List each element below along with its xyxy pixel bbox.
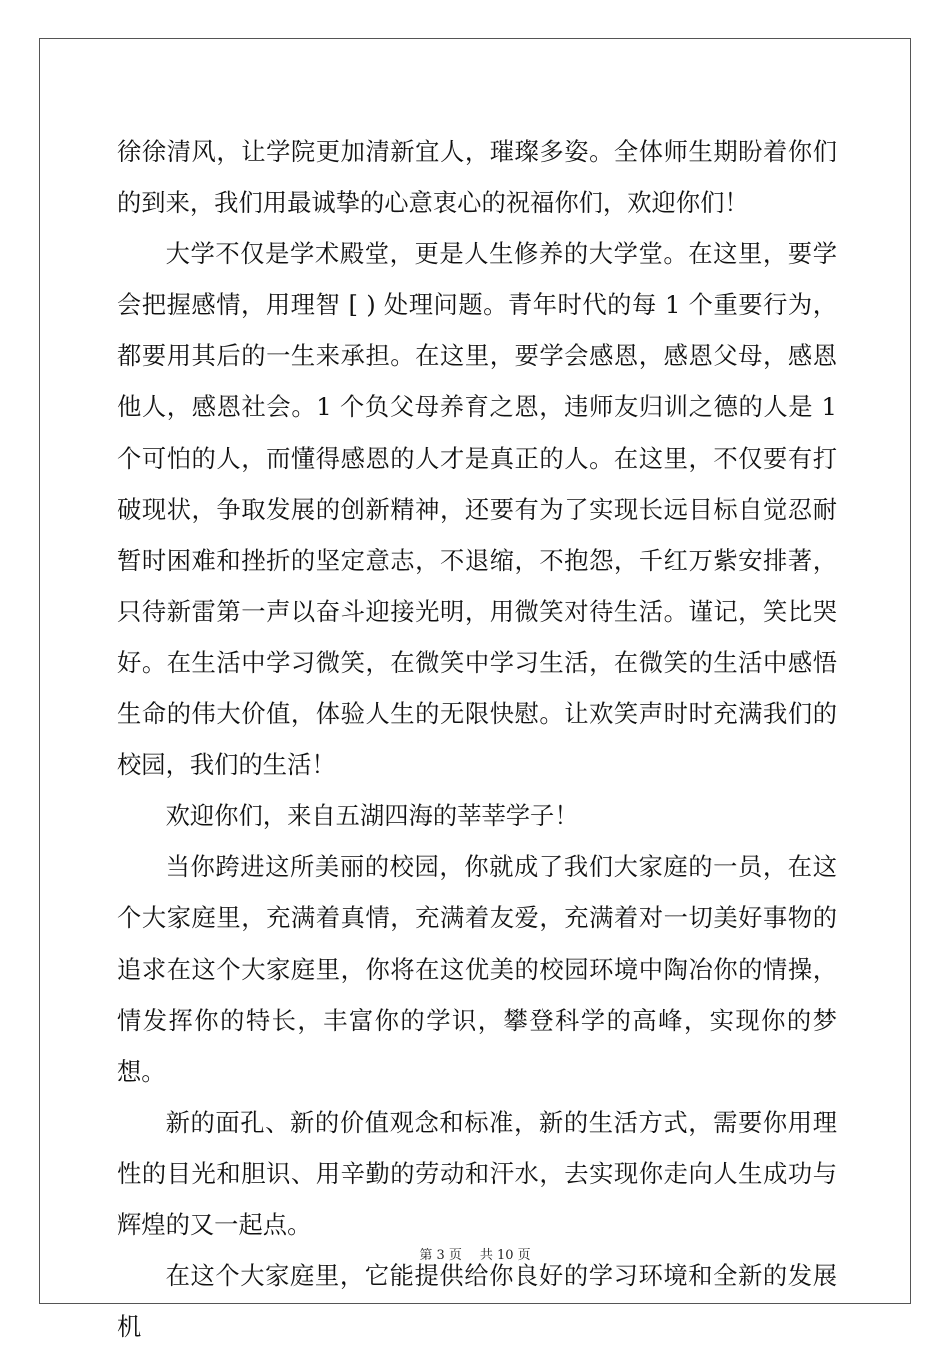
total-page-count: 共 10 页 <box>479 1248 531 1263</box>
paragraph: 欢迎你们，来自五湖四海的莘莘学子！ <box>165 801 579 831</box>
paragraph: 在这个大家庭里，它能提供给你良好的学习环境和全新的发展机 <box>117 1261 837 1342</box>
current-page-number: 第 3 页 <box>419 1248 462 1263</box>
page-footer <box>0 1248 950 1264</box>
paragraph: 当你跨进这所美丽的校园，你就成了我们大家庭的一员，在这个大家庭里，充满着真情，充满着友爱，充满着对一切美好事物的追求在这个大家庭里，你将在这优美的校园环境中陶冶你的情操，情发挥你的特长，丰富你的学识，攀登科学的高峰，实现你的梦想。 <box>117 852 837 1086</box>
paragraph: 大学不仅是学术殿堂，更是人生修养的大学堂。在这里，要学会把握感情，用理智 [ ) 处理问题。青年时代的每 1 个重要行为，都要用其后的一生来承担。在这里，要学会感恩，感恩父母，感恩他人，感恩社会。1 个负父母养育之恩，违师友归训之德的人是 1 个可怕的人，而懂得感恩的人才是真正的人。在这里，不仅要有打破现状，争取发展的创新精神，还要有为了实现长远目标自觉忍耐暂时困难和挫折的坚定意志，不退缩，不抱怨，千红万紫安排著，只待新雷第一声以奋斗迎接光明，用微笑对待生活。谨记，笑比哭好。在生活中学习微笑，在微笑中学习生活，在微笑的生活中感悟生命的伟大价值，体验人生的无限快慰。让欢笑声时时充满我们的校园，我们的生活！ <box>117 239 837 780</box>
paragraph: 徐徐清风，让学院更加清新宜人，璀璨多姿。全体师生期盼着你们的到来，我们用最诚挚的心意衷心的祝福你们，欢迎你们！ <box>117 137 837 218</box>
document-body <box>117 126 837 1352</box>
paragraph: 新的面孔、新的价值观念和标准，新的生活方式，需要你用理性的目光和胆识、用辛勤的劳动和汗水，去实现你走向人生成功与辉煌的又一起点。 <box>117 1107 837 1239</box>
